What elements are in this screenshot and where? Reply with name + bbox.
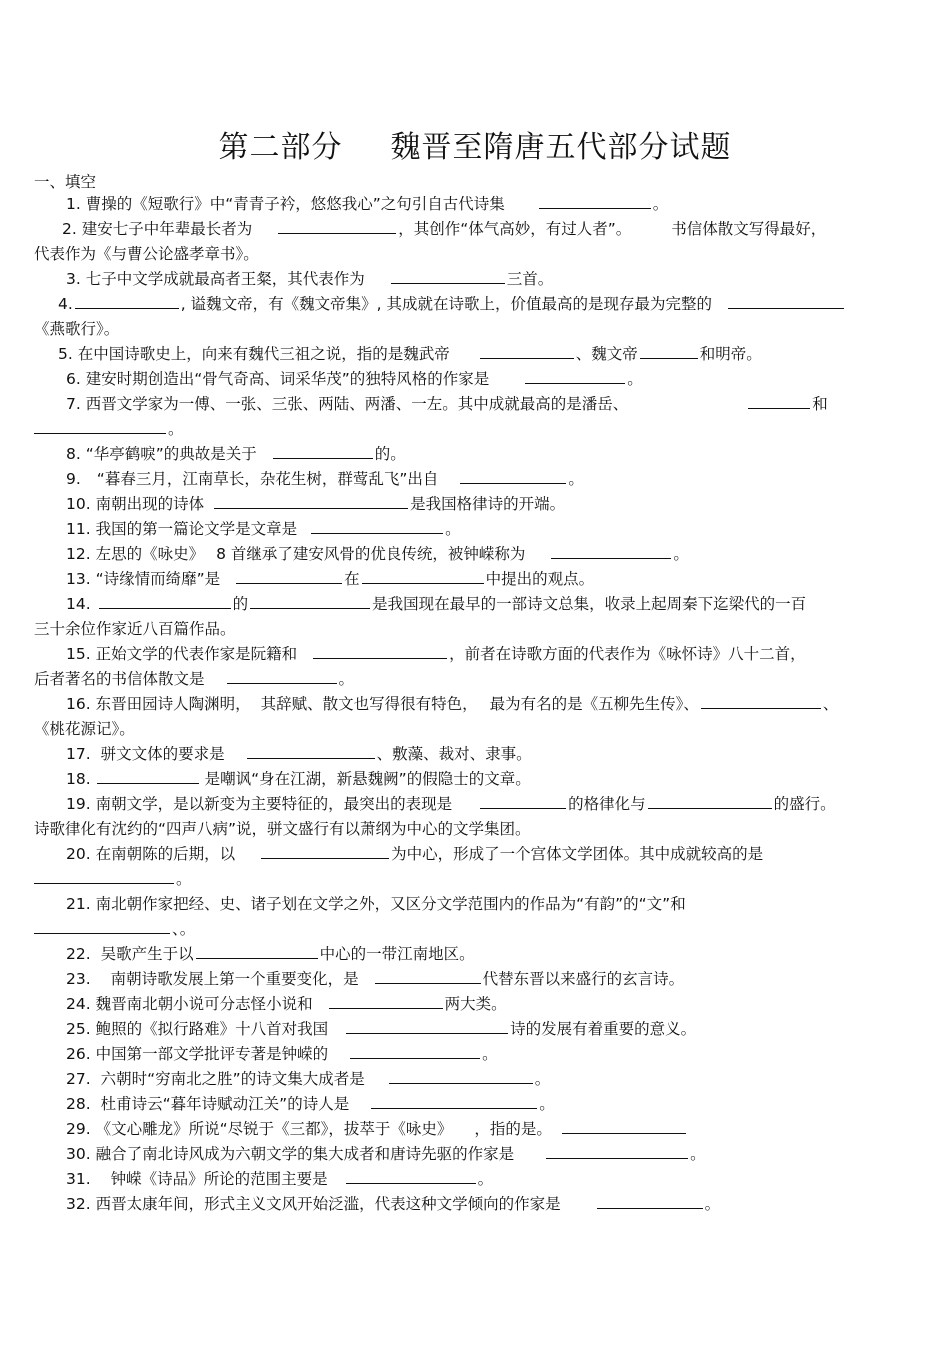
answer-blank[interactable]: [701, 692, 821, 709]
question-10: 10. 南朝出现的诗体 是我国格律诗的开端。: [34, 492, 918, 517]
question-20: 20. 在南朝陈的后期，以 为中心，形成了一个宫体文学团体。其中成就较高的是: [34, 842, 918, 867]
answer-blank[interactable]: [214, 492, 408, 509]
question-4: 4. , 谥魏文帝，有《魏文帝集》, 其成就在诗歌上，价值最高的是现存最为完整的: [34, 292, 918, 317]
answer-blank[interactable]: [261, 842, 389, 859]
answer-blank[interactable]: [648, 792, 772, 809]
question-14-line-2: 三十余位作家近八百篇作品。: [34, 620, 236, 638]
answer-blank[interactable]: [480, 792, 566, 809]
answer-blank[interactable]: [460, 467, 566, 484]
question-15: 15. 正始文学的代表作家是阮籍和 ，前者在诗歌方面的代表作为《咏怀诗》八十二首，: [34, 642, 918, 667]
question-15-line-2: 后者著名的书信体散文是 。: [34, 667, 918, 692]
page-title: [0, 122, 950, 166]
answer-blank[interactable]: [371, 1092, 537, 1109]
question-17: 17. 骈文文体的要求是 、敷藻、裁对、隶事。: [34, 742, 918, 767]
answer-blank[interactable]: [236, 567, 342, 584]
question-2: 2. 建安七子中年辈最长者为 ，其创作“体气高妙，有过人者”。 书信体散文写得最好，: [34, 217, 918, 242]
answer-blank[interactable]: [640, 342, 698, 359]
answer-blank[interactable]: [525, 367, 625, 384]
question-26: 26. 中国第一部文学批评专著是钟嵘的 。: [34, 1042, 918, 1067]
question-4-line-2: 《燕歌行》。: [34, 320, 120, 338]
answer-blank[interactable]: [346, 1017, 508, 1034]
answer-blank[interactable]: [227, 667, 337, 684]
answer-blank[interactable]: [99, 592, 231, 609]
answer-blank[interactable]: [362, 567, 484, 584]
question-5: 5. 在中国诗歌史上，向来有魏代三祖之说，指的是魏武帝 、魏文帝 和明帝。: [34, 342, 918, 367]
answer-blank[interactable]: [329, 992, 443, 1009]
question-19-line-2: 诗歌律化有沈约的“四声八病”说，骈文盛行有以萧纲为中心的文学集团。: [34, 820, 531, 838]
question-14: 14. 的 是我国现在最早的一部诗文总集，收录上起周秦下迄梁代的一百: [34, 592, 918, 617]
answer-blank[interactable]: [350, 1042, 480, 1059]
question-13: 13. “诗缘情而绮靡”是 在 中提出的观点。: [34, 567, 918, 592]
answer-blank[interactable]: [389, 1067, 533, 1084]
answer-blank[interactable]: [728, 292, 844, 309]
question-30: 30. 融合了南北诗风成为六朝文学的集大成者和唐诗先驱的作家是 。: [34, 1142, 918, 1167]
answer-blank[interactable]: [311, 517, 443, 534]
question-19: 19. 南朝文学，是以新变为主要特征的，最突出的表现是 的格律化与 的盛行。: [34, 792, 918, 817]
question-7: 7. 西晋文学家为一傅、一张、三张、两陆、两潘、一左。其中成就最高的是潘岳、 和: [34, 392, 918, 417]
question-22: 22. 吴歌产生于以 中心的一带江南地区。: [34, 942, 918, 967]
answer-blank[interactable]: [375, 967, 481, 984]
question-27: 27. 六朝时“穷南北之胜”的诗文集大成者是 。: [34, 1067, 918, 1092]
question-8: 8. “华亭鹤唳”的典故是关于 的。: [34, 442, 918, 467]
question-31: 31. 钟嵘《诗品》所论的范围主要是 。: [34, 1167, 918, 1192]
answer-blank[interactable]: [391, 267, 505, 284]
answer-blank[interactable]: [250, 592, 370, 609]
question-20-line-2: 。: [34, 867, 918, 892]
question-12: 12. 左思的《咏史》 8 首继承了建安风骨的优良传统，被钟嵘称为 。: [34, 542, 918, 567]
answer-blank[interactable]: [278, 217, 396, 234]
section-heading: 一、填空: [34, 173, 97, 191]
answer-blank[interactable]: [97, 767, 199, 784]
answer-blank[interactable]: [196, 942, 318, 959]
answer-blank[interactable]: [539, 192, 651, 209]
question-6: 6. 建安时期创造出“骨气奇高、词采华茂”的独特风格的作家是 。: [34, 367, 918, 392]
question-11: 11. 我国的第一篇论文学是文章是 。: [34, 517, 918, 542]
question-32: 32. 西晋太康年间，形式主义文风开始泛滥，代表这种文学倾向的作家是 。: [34, 1192, 918, 1217]
answer-blank[interactable]: [562, 1117, 686, 1134]
question-24: 24. 魏晋南北朝小说可分志怪小说和 两大类。: [34, 992, 918, 1017]
question-16: 16. 东晋田园诗人陶渊明， 其辞赋、散文也写得很有特色， 最为有名的是《五柳先生传》、 、: [34, 692, 918, 717]
answer-blank[interactable]: [346, 1167, 476, 1184]
answer-blank[interactable]: [34, 867, 174, 884]
title-part: 第二部分: [218, 130, 343, 165]
question-23: 23. 南朝诗歌发展上第一个重要变化，是 代替东晋以来盛行的玄言诗。: [34, 967, 918, 992]
question-28: 28. 杜甫诗云“暮年诗赋动江关”的诗人是 。: [34, 1092, 918, 1117]
question-16-line-2: 《桃花源记》。: [34, 720, 135, 738]
answer-blank[interactable]: [273, 442, 373, 459]
question-21-line-2: 、。: [34, 917, 918, 942]
answer-blank[interactable]: [597, 1192, 703, 1209]
answer-blank[interactable]: [748, 392, 810, 409]
question-9: 9. “暮春三月，江南草长，杂花生树，群莺乱飞”出自 。: [34, 467, 918, 492]
question-2-line-2: 代表作为《与曹公论盛孝章书》。: [34, 245, 259, 263]
question-18: 18. 是嘲讽“身在江湖，新悬魏阙”的假隐士的文章。: [34, 767, 918, 792]
answer-blank[interactable]: [34, 417, 166, 434]
answer-blank[interactable]: [480, 342, 574, 359]
question-21: 21. 南北朝作家把经、史、诸子划在文学之外，又区分文学范围内的作品为“有韵”的“文”和: [66, 895, 686, 913]
answer-blank[interactable]: [75, 292, 179, 309]
answer-blank[interactable]: [34, 917, 170, 934]
question-1: 1. 曹操的《短歌行》中“青青子衿，悠悠我心”之句引自古代诗集 。: [34, 192, 918, 217]
answer-blank[interactable]: [247, 742, 375, 759]
question-3: 3. 七子中文学成就最高者王粲，其代表作为 三首。: [34, 267, 918, 292]
answer-blank[interactable]: [551, 542, 671, 559]
answer-blank[interactable]: [313, 642, 447, 659]
question-7-line-2: 。: [34, 417, 918, 442]
title-name: 魏晋至隋唐五代部分试题: [390, 130, 732, 165]
answer-blank[interactable]: [546, 1142, 688, 1159]
question-25: 25. 鲍照的《拟行路难》十八首对我国 诗的发展有着重要的意义。: [34, 1017, 918, 1042]
question-29: 29. 《文心雕龙》所说“尽锐于《三都》，拔萃于《咏史》 ，指的是。: [34, 1117, 918, 1142]
